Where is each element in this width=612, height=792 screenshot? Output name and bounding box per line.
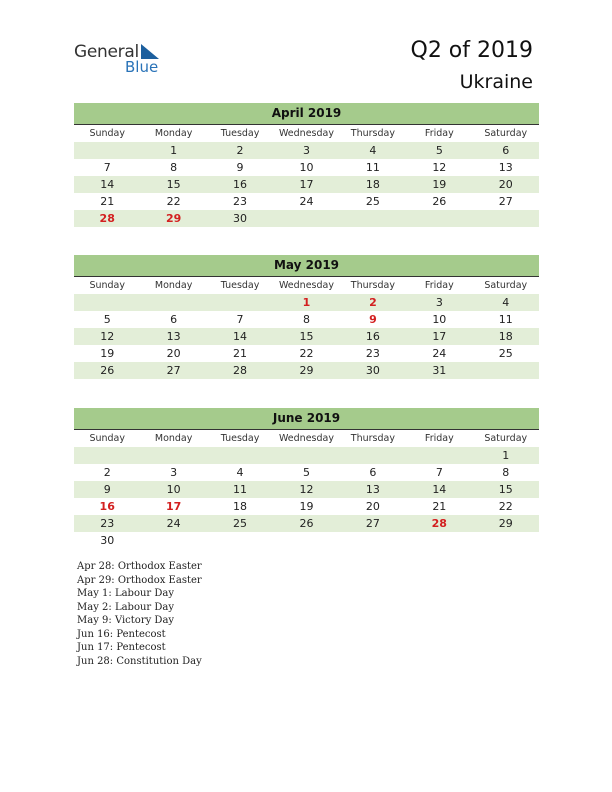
day-cell: 13 <box>498 161 513 174</box>
day-cell: 5 <box>435 144 443 157</box>
day-cell: 23 <box>233 195 248 208</box>
week-row <box>74 464 539 481</box>
week-row <box>74 210 539 227</box>
day-cell: 8 <box>170 161 178 174</box>
day-cell: 18 <box>365 178 380 191</box>
day-cell: 29 <box>498 517 513 530</box>
day-cell: 25 <box>498 347 513 360</box>
weekday-label: Wednesday <box>278 128 334 139</box>
week-row <box>74 515 539 532</box>
day-cell: 11 <box>365 161 380 174</box>
holiday-note: Jun 17: Pentecost <box>77 642 166 653</box>
day-cell <box>74 142 140 159</box>
holiday-day-cell: 29 <box>165 212 182 225</box>
holiday-day-cell: 17 <box>165 500 182 513</box>
holiday-day-cell: 9 <box>369 313 377 326</box>
holiday-note: Apr 28: Orthodox Easter <box>77 561 202 572</box>
day-cell <box>74 447 140 464</box>
week-row <box>74 328 539 345</box>
weekday-label: Saturday <box>484 280 528 291</box>
day-cell: 27 <box>498 195 513 208</box>
day-cell: 23 <box>100 517 115 530</box>
day-cell: 3 <box>302 144 310 157</box>
week-row <box>74 294 539 311</box>
holiday-day-cell: 16 <box>99 500 115 513</box>
day-cell: 22 <box>299 347 314 360</box>
weekday-label: Tuesday <box>220 128 260 139</box>
day-cell: 12 <box>299 483 314 496</box>
weekday-label: Thursday <box>350 128 395 139</box>
day-cell: 12 <box>100 330 115 343</box>
day-cell: 4 <box>502 296 510 309</box>
day-cell: 5 <box>103 313 111 326</box>
day-cell <box>473 210 539 227</box>
weekday-label: Friday <box>424 280 454 291</box>
day-cell: 30 <box>233 212 248 225</box>
day-cell: 19 <box>432 178 447 191</box>
day-cell: 4 <box>369 144 377 157</box>
holiday-day-cell: 2 <box>369 296 377 309</box>
day-cell: 31 <box>432 364 447 377</box>
week-rows <box>74 142 539 227</box>
day-cell <box>207 532 273 549</box>
day-cell: 26 <box>100 364 115 377</box>
weekday-label: Monday <box>154 128 193 139</box>
page-title: Q2 of 2019 <box>410 38 533 63</box>
weekday-row <box>74 277 539 294</box>
day-cell: 2 <box>103 466 111 479</box>
week-row <box>74 142 539 159</box>
holiday-note: Jun 16: Pentecost <box>77 628 166 640</box>
day-cell: 26 <box>299 517 314 530</box>
week-row <box>74 498 539 515</box>
week-row <box>74 362 539 379</box>
weekday-label: Wednesday <box>278 280 334 291</box>
logo <box>74 42 174 78</box>
day-cell: 21 <box>233 347 248 360</box>
day-cell: 26 <box>432 195 447 208</box>
week-row <box>74 345 539 362</box>
week-rows <box>74 294 539 379</box>
month-header: June 2019 <box>74 408 539 430</box>
week-row <box>74 176 539 193</box>
week-row <box>74 193 539 210</box>
day-cell: 7 <box>435 466 443 479</box>
day-cell <box>140 447 206 464</box>
day-cell: 10 <box>432 313 447 326</box>
weekday-label: Sunday <box>89 433 125 444</box>
day-cell <box>273 210 339 227</box>
day-cell: 23 <box>365 347 380 360</box>
logo-general-text: General <box>74 42 139 62</box>
day-cell: 15 <box>299 330 314 343</box>
week-row <box>74 532 539 549</box>
day-cell: 7 <box>103 161 111 174</box>
day-cell: 11 <box>233 483 248 496</box>
day-cell: 28 <box>233 364 248 377</box>
day-cell: 12 <box>432 161 447 174</box>
day-cell: 24 <box>299 195 314 208</box>
week-row <box>74 447 539 464</box>
day-cell: 19 <box>299 500 314 513</box>
day-cell <box>74 294 140 311</box>
day-cell: 9 <box>103 483 111 496</box>
day-cell: 30 <box>365 364 380 377</box>
day-cell: 15 <box>498 483 513 496</box>
weekday-label: Sunday <box>89 128 125 139</box>
day-cell <box>473 362 539 379</box>
holiday-note: May 2: Labour Day <box>77 601 174 613</box>
day-cell: 14 <box>432 483 447 496</box>
day-cell: 24 <box>432 347 447 360</box>
day-cell: 4 <box>236 466 244 479</box>
logo-triangle-icon <box>141 44 159 59</box>
week-rows <box>74 447 539 549</box>
day-cell <box>140 294 206 311</box>
day-cell <box>406 532 472 549</box>
holiday-note: Jun 28: Constitution Day <box>77 655 202 667</box>
day-cell: 8 <box>302 313 310 326</box>
day-cell: 1 <box>502 449 510 462</box>
weekday-label: Friday <box>424 433 454 444</box>
holiday-day-cell: 1 <box>302 296 311 309</box>
day-cell: 20 <box>166 347 181 360</box>
day-cell: 16 <box>233 178 248 191</box>
weekday-label: Thursday <box>350 280 395 291</box>
day-cell: 13 <box>166 330 181 343</box>
weekday-label: Sunday <box>89 280 125 291</box>
day-cell: 19 <box>100 347 115 360</box>
day-cell: 9 <box>236 161 244 174</box>
day-cell: 25 <box>233 517 248 530</box>
holiday-day-cell: 28 <box>431 517 447 530</box>
day-cell: 14 <box>100 178 115 191</box>
day-cell: 13 <box>365 483 380 496</box>
weekday-label: Tuesday <box>220 433 260 444</box>
day-cell: 16 <box>365 330 380 343</box>
day-cell <box>473 532 539 549</box>
day-cell: 7 <box>236 313 244 326</box>
weekday-label: Tuesday <box>220 280 260 291</box>
day-cell: 2 <box>236 144 244 157</box>
weekday-label: Monday <box>154 280 193 291</box>
day-cell: 27 <box>166 364 181 377</box>
day-cell: 3 <box>435 296 443 309</box>
day-cell <box>140 532 206 549</box>
month-april <box>74 103 539 227</box>
holiday-note: May 9: Victory Day <box>77 615 175 626</box>
day-cell <box>340 210 406 227</box>
day-cell: 20 <box>365 500 380 513</box>
day-cell: 6 <box>369 466 377 479</box>
day-cell: 22 <box>498 500 513 513</box>
month-header: April 2019 <box>74 103 539 125</box>
weekday-label: Saturday <box>484 128 528 139</box>
day-cell: 3 <box>170 466 178 479</box>
day-cell: 17 <box>299 178 314 191</box>
day-cell: 17 <box>432 330 447 343</box>
day-cell: 10 <box>299 161 314 174</box>
weekday-row <box>74 125 539 142</box>
day-cell: 18 <box>233 500 248 513</box>
week-row <box>74 159 539 176</box>
day-cell: 1 <box>170 144 178 157</box>
day-cell <box>273 447 339 464</box>
weekday-label: Wednesday <box>278 433 334 444</box>
day-cell: 11 <box>498 313 513 326</box>
day-cell: 20 <box>498 178 513 191</box>
weekday-row <box>74 430 539 447</box>
day-cell <box>406 447 472 464</box>
day-cell: 21 <box>432 500 447 513</box>
weekday-label: Saturday <box>484 433 528 444</box>
holiday-notes <box>77 560 202 668</box>
day-cell <box>406 210 472 227</box>
holiday-day-cell: 28 <box>99 212 115 225</box>
day-cell: 22 <box>166 195 181 208</box>
month-may <box>74 255 539 379</box>
month-header: May 2019 <box>74 255 539 277</box>
day-cell <box>273 532 339 549</box>
day-cell <box>207 447 273 464</box>
logo-blue-text: Blue <box>125 58 159 76</box>
day-cell: 6 <box>502 144 510 157</box>
holiday-note: May 1: Labour Day <box>77 588 174 599</box>
day-cell: 6 <box>170 313 178 326</box>
day-cell: 10 <box>166 483 181 496</box>
day-cell: 8 <box>502 466 510 479</box>
day-cell: 15 <box>166 178 181 191</box>
day-cell <box>340 447 406 464</box>
day-cell: 24 <box>166 517 181 530</box>
day-cell: 21 <box>100 195 115 208</box>
month-june <box>74 408 539 549</box>
day-cell: 29 <box>299 364 314 377</box>
day-cell: 5 <box>302 466 310 479</box>
weekday-label: Friday <box>424 128 454 139</box>
page-subtitle: Ukraine <box>459 71 533 93</box>
holiday-note: Apr 29: Orthodox Easter <box>77 574 202 586</box>
day-cell <box>207 294 273 311</box>
weekday-label: Thursday <box>350 433 395 444</box>
day-cell: 27 <box>365 517 380 530</box>
week-row <box>74 481 539 498</box>
day-cell: 14 <box>233 330 248 343</box>
week-row <box>74 311 539 328</box>
day-cell <box>340 532 406 549</box>
day-cell: 25 <box>365 195 380 208</box>
weekday-label: Monday <box>154 433 193 444</box>
day-cell: 18 <box>498 330 513 343</box>
day-cell: 30 <box>100 534 115 547</box>
